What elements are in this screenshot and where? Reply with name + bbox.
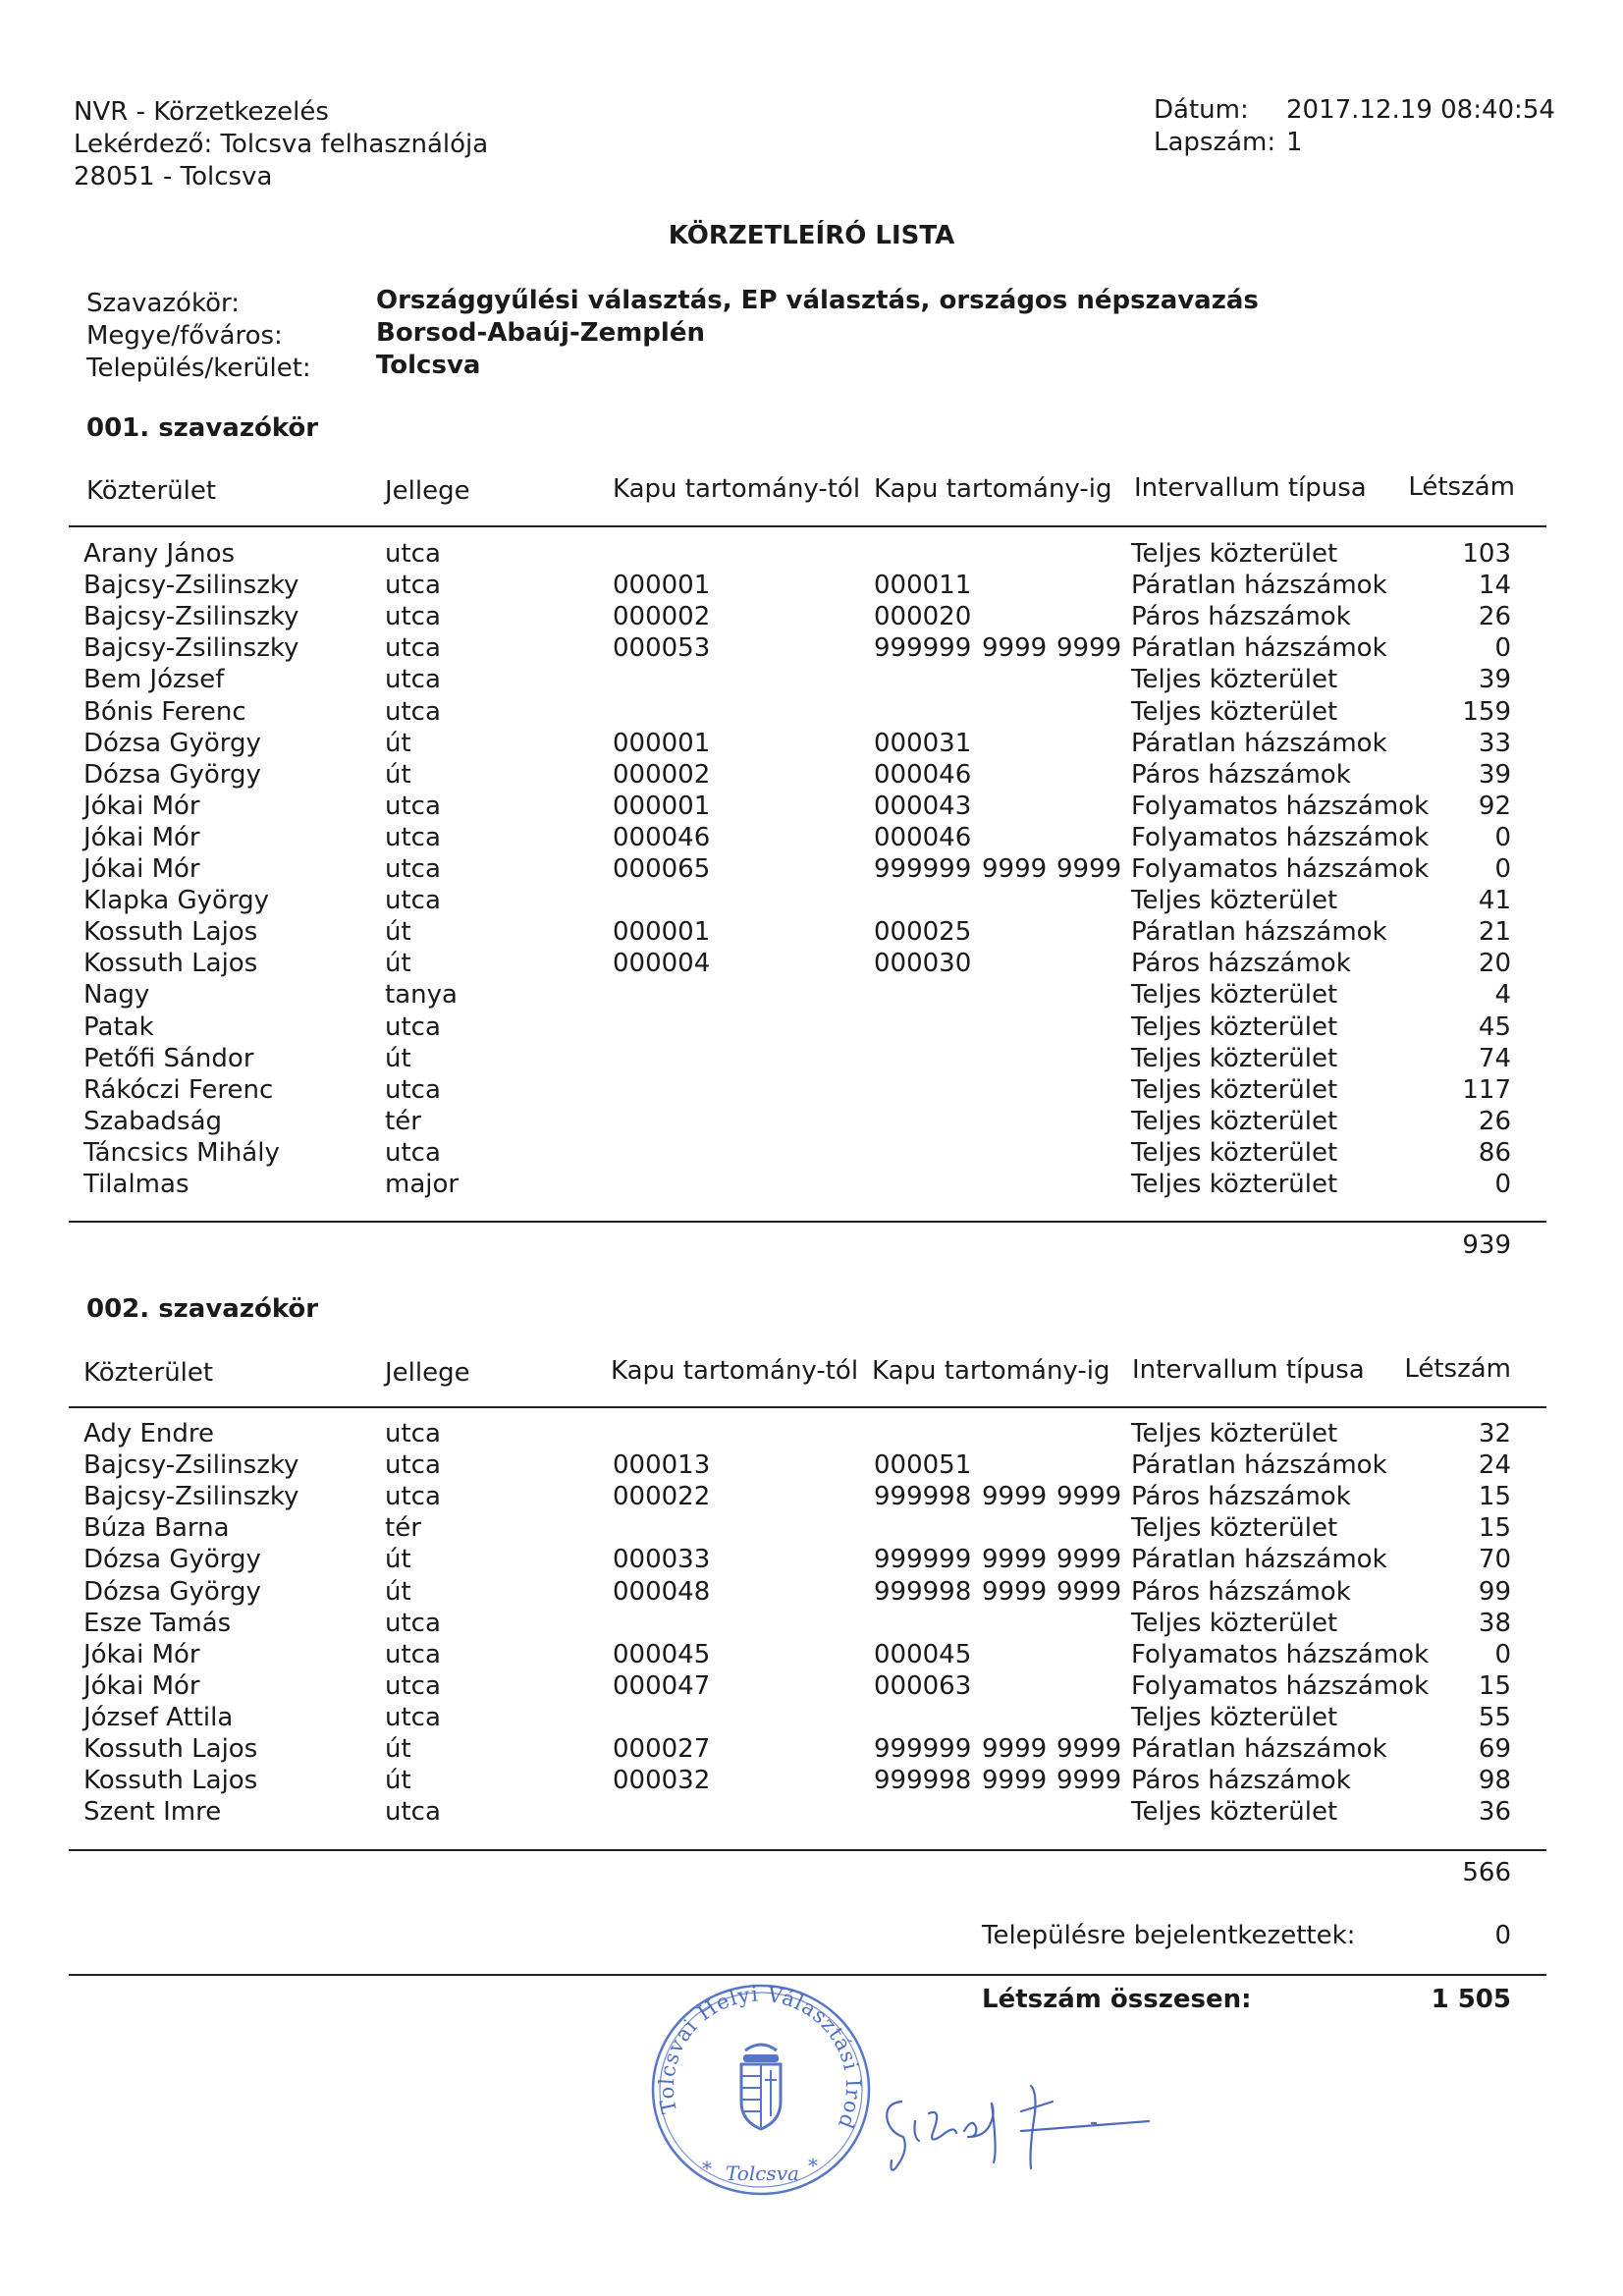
table-row: [0, 1169, 1623, 1200]
gate-to: 999999: [874, 633, 972, 664]
svg-text:*: *: [808, 2154, 818, 2177]
app-name: NVR - Körzetkezelés: [74, 97, 329, 127]
gate-to: 000046: [874, 822, 972, 852]
gate-to-extra-1: 9999: [982, 1482, 1048, 1512]
registered-value: 0: [1494, 1921, 1511, 1950]
gate-to-extra-1: 9999: [982, 854, 1048, 884]
interval-type: Teljes közterület: [1131, 1608, 1338, 1638]
street-kind: utca: [385, 602, 441, 632]
total-rule: [69, 1221, 1546, 1223]
gate-to: 000045: [874, 1639, 972, 1669]
gate-to: 000011: [874, 571, 972, 601]
gate-to: 000020: [874, 602, 972, 632]
headcount: 86: [1478, 1137, 1511, 1168]
gate-to: 000030: [874, 949, 972, 979]
headcount: 15: [1478, 1513, 1511, 1544]
headcount: 39: [1478, 759, 1511, 790]
district-total: 939: [1462, 1230, 1511, 1260]
interval-type: Páratlan házszámok: [1131, 1734, 1387, 1764]
gate-to-extra-2: 9999: [1056, 1766, 1122, 1796]
interval-type: Teljes közterület: [1131, 1106, 1338, 1136]
street-name: Kossuth Lajos: [83, 1734, 258, 1764]
street-name: Búza Barna: [83, 1513, 230, 1544]
gate-from: 000032: [613, 1766, 711, 1796]
table-row: [0, 948, 1623, 979]
headcount: 69: [1478, 1734, 1511, 1764]
street-name: Bajcsy-Zsilinszky: [83, 571, 299, 601]
table-row: [0, 885, 1623, 916]
headcount: 55: [1478, 1702, 1511, 1732]
col-street: Közterület: [83, 1358, 214, 1388]
district-title: 002. szavazókör: [86, 1294, 319, 1324]
table-row: [0, 1011, 1623, 1043]
headcount: 15: [1478, 1482, 1511, 1512]
interval-type: Teljes közterület: [1131, 1074, 1338, 1105]
gate-to: 999998: [874, 1766, 972, 1796]
gate-to: 999999: [874, 1545, 972, 1575]
interval-type: Páratlan házszámok: [1131, 917, 1387, 948]
street-kind: út: [385, 759, 411, 790]
gate-from: 000002: [613, 602, 711, 632]
street-name: Jókai Mór: [83, 854, 200, 884]
street-name: Bajcsy-Zsilinszky: [83, 633, 299, 664]
gate-from: 000001: [613, 917, 711, 948]
gate-from: 000002: [613, 759, 711, 790]
table-row: [0, 1418, 1623, 1449]
col-from: Kapu tartomány-tól: [613, 474, 861, 504]
interval-type: Páros házszámok: [1131, 949, 1351, 979]
street-kind: út: [385, 728, 411, 758]
headcount: 21: [1478, 917, 1511, 948]
headcount: 99: [1478, 1576, 1511, 1607]
table-row: [0, 1796, 1623, 1828]
interval-type: Teljes közterület: [1131, 1043, 1338, 1073]
gate-from: 000001: [613, 571, 711, 601]
svg-text:Tolcsvai Helyi Választási Irod: [643, 1974, 865, 2133]
meta-value-settlement: Tolcsva: [376, 351, 481, 380]
gate-from: 000033: [613, 1545, 711, 1575]
interval-type: Teljes közterület: [1131, 980, 1338, 1011]
official-stamp: [643, 1974, 879, 2205]
street-kind: utca: [385, 1639, 441, 1669]
gate-from: 000065: [613, 854, 711, 884]
gate-to-extra-2: 9999: [1056, 633, 1122, 664]
headcount: 15: [1478, 1670, 1511, 1701]
street-name: Bónis Ferenc: [83, 696, 246, 727]
street-name: Dózsa György: [83, 759, 261, 790]
gate-to-extra-1: 9999: [982, 1576, 1048, 1607]
street-name: Bajcsy-Zsilinszky: [83, 1450, 299, 1481]
headcount: 4: [1494, 980, 1511, 1011]
table-row: [0, 1481, 1623, 1512]
date-label: Dátum:: [1154, 95, 1249, 125]
street-kind: utca: [385, 822, 441, 852]
interval-type: Teljes közterület: [1131, 1137, 1338, 1168]
headcount: 26: [1478, 602, 1511, 632]
street-kind: utca: [385, 1011, 441, 1042]
interval-type: Folyamatos házszámok: [1131, 1670, 1430, 1701]
col-interval: Intervallum típusa: [1134, 473, 1367, 503]
table-row: [0, 1544, 1623, 1575]
street-kind: utca: [385, 1137, 441, 1168]
table-row: [0, 1576, 1623, 1608]
street-name: Jókai Mór: [83, 822, 200, 852]
table-row: [0, 1608, 1623, 1639]
document-title: KÖRZETLEÍRÓ LISTA: [668, 221, 955, 250]
meta-value-election: Országgyűlési választás, EP választás, országos népszavazás: [376, 286, 1259, 315]
col-kind: Jellege: [385, 1358, 470, 1388]
street-name: Kossuth Lajos: [83, 1766, 258, 1796]
district-title: 001. szavazókör: [86, 413, 319, 443]
street-kind: utca: [385, 665, 441, 695]
registered-label: Településre bejelentkezettek:: [982, 1921, 1356, 1950]
headcount: 92: [1478, 791, 1511, 821]
total-rule: [69, 1849, 1546, 1851]
headcount: 45: [1478, 1011, 1511, 1042]
street-kind: tér: [385, 1513, 421, 1544]
table-row: [0, 601, 1623, 632]
interval-type: Teljes közterület: [1131, 886, 1338, 916]
street-kind: utca: [385, 1074, 441, 1105]
interval-type: Folyamatos házszámok: [1131, 791, 1430, 821]
street-name: Dózsa György: [83, 1545, 261, 1575]
street-kind: tér: [385, 1106, 421, 1136]
gate-from: 000013: [613, 1450, 711, 1481]
gate-to: 000031: [874, 728, 972, 758]
headcount: 33: [1478, 728, 1511, 758]
street-kind: utca: [385, 1702, 441, 1732]
gate-to-extra-1: 9999: [982, 633, 1048, 664]
gate-from: 000047: [613, 1670, 711, 1701]
gate-to: 999999: [874, 1734, 972, 1764]
table-row: [0, 1043, 1623, 1074]
table-row: [0, 1512, 1623, 1544]
headcount: 20: [1478, 949, 1511, 979]
street-name: Jókai Mór: [83, 1670, 200, 1701]
table-row: [0, 1733, 1623, 1765]
headcount: 41: [1478, 886, 1511, 916]
svg-text:*: *: [702, 2157, 712, 2180]
headcount: 32: [1478, 1419, 1511, 1449]
gate-to-extra-1: 9999: [982, 1545, 1048, 1575]
headcount: 0: [1494, 1639, 1511, 1669]
gate-to-extra-2: 9999: [1056, 854, 1122, 884]
gate-from: 000001: [613, 791, 711, 821]
table-row: [0, 1702, 1623, 1733]
col-kind: Jellege: [385, 476, 470, 506]
gate-to-extra-2: 9999: [1056, 1734, 1122, 1764]
gate-from: 000001: [613, 728, 711, 758]
interval-type: Teljes közterület: [1131, 696, 1338, 727]
street-name: Dózsa György: [83, 1576, 261, 1607]
headcount: 98: [1478, 1766, 1511, 1796]
gate-to: 000063: [874, 1670, 972, 1701]
street-name: Kossuth Lajos: [83, 917, 258, 948]
table-row: [0, 759, 1623, 791]
gate-to-extra-1: 9999: [982, 1734, 1048, 1764]
street-name: Szabadság: [83, 1106, 223, 1136]
table-row: [0, 1137, 1623, 1169]
grand-total-label: Létszám összesen:: [982, 1985, 1252, 2014]
interval-type: Teljes közterület: [1131, 1702, 1338, 1732]
col-to: Kapu tartomány-ig: [874, 474, 1112, 504]
gate-to-extra-1: 9999: [982, 1766, 1048, 1796]
signature-graphic: [874, 2043, 1168, 2190]
street-name: Jókai Mór: [83, 791, 200, 821]
gate-to: 000046: [874, 759, 972, 790]
headcount: 38: [1478, 1608, 1511, 1638]
street-kind: út: [385, 1766, 411, 1796]
street-name: Bem József: [83, 665, 225, 695]
gate-to: 999998: [874, 1576, 972, 1607]
headcount: 39: [1478, 665, 1511, 695]
gate-from: 000004: [613, 949, 711, 979]
col-to: Kapu tartomány-ig: [872, 1356, 1110, 1386]
gate-to-extra-2: 9999: [1056, 1482, 1122, 1512]
headcount: 14: [1478, 571, 1511, 601]
col-count: Létszám: [1404, 1354, 1511, 1384]
headcount: 0: [1494, 1170, 1511, 1199]
street-kind: út: [385, 949, 411, 979]
interval-type: Páros házszámok: [1131, 1576, 1351, 1607]
table-row: [0, 728, 1623, 759]
gate-to: 000025: [874, 917, 972, 948]
meta-label-settlement: Település/kerület:: [86, 354, 311, 383]
interval-type: Teljes közterület: [1131, 1797, 1338, 1828]
page-label: Lapszám:: [1154, 128, 1276, 157]
interval-type: Páros házszámok: [1131, 759, 1351, 790]
date-value: 2017.12.19 08:40:54: [1286, 95, 1555, 125]
street-kind: tanya: [385, 980, 458, 1011]
interval-type: Páros házszámok: [1131, 1766, 1351, 1796]
interval-type: Páros házszámok: [1131, 602, 1351, 632]
street-kind: utca: [385, 696, 441, 727]
interval-type: Páratlan házszámok: [1131, 1450, 1387, 1481]
gate-to: 999998: [874, 1482, 972, 1512]
headcount: 0: [1494, 822, 1511, 852]
interval-type: Páros házszámok: [1131, 1482, 1351, 1512]
interval-type: Páratlan házszámok: [1131, 571, 1387, 601]
street-name: Táncsics Mihály: [83, 1137, 280, 1168]
headcount: 159: [1462, 696, 1511, 727]
interval-type: Páratlan házszámok: [1131, 633, 1387, 664]
street-kind: út: [385, 1734, 411, 1764]
interval-type: Teljes közterület: [1131, 1419, 1338, 1449]
street-name: Arany János: [83, 539, 236, 569]
street-name: Szent Imre: [83, 1797, 222, 1828]
street-name: Tilalmas: [83, 1170, 189, 1199]
stamp-bottom-text: Tolcsva: [726, 2161, 799, 2185]
headcount: 0: [1494, 633, 1511, 664]
interval-type: Teljes közterület: [1131, 665, 1338, 695]
headcount: 117: [1462, 1074, 1511, 1105]
street-kind: major: [385, 1170, 460, 1199]
street-name: Rákóczi Ferenc: [83, 1074, 274, 1105]
table-row: [0, 1106, 1623, 1137]
header-rule: [69, 525, 1546, 527]
page-value: 1: [1286, 128, 1303, 157]
headcount: 70: [1478, 1545, 1511, 1575]
street-kind: utca: [385, 1419, 441, 1449]
gate-from: 000045: [613, 1639, 711, 1669]
street-name: Jókai Mór: [83, 1639, 200, 1669]
street-name: Nagy: [83, 980, 150, 1011]
stamp-graphic: [643, 1974, 879, 2205]
meta-value-county: Borsod-Abaúj-Zemplén: [376, 318, 705, 348]
coat-of-arms-icon: [741, 2045, 781, 2129]
street-kind: út: [385, 917, 411, 948]
street-name: József Attila: [83, 1702, 234, 1732]
headcount: 0: [1494, 854, 1511, 884]
table-row: [0, 632, 1623, 664]
interval-type: Páratlan házszámok: [1131, 1545, 1387, 1575]
headcount: 74: [1478, 1043, 1511, 1073]
district-total: 566: [1462, 1858, 1511, 1887]
stamp-text: Tolcsvai Helyi Választási Irod: [654, 1982, 866, 2133]
table-row: [0, 1639, 1623, 1670]
gate-from: 000046: [613, 822, 711, 852]
street-kind: utca: [385, 1608, 441, 1638]
interval-type: Teljes közterület: [1131, 1011, 1338, 1042]
street-name: Bajcsy-Zsilinszky: [83, 1482, 299, 1512]
gate-to-extra-2: 9999: [1056, 1545, 1122, 1575]
gate-to-extra-2: 9999: [1056, 1576, 1122, 1607]
col-from: Kapu tartomány-tól: [611, 1356, 859, 1386]
table-row: [0, 1765, 1623, 1796]
col-count: Létszám: [1408, 472, 1515, 502]
street-kind: utca: [385, 1450, 441, 1481]
table-row: [0, 1074, 1623, 1106]
interval-type: Teljes közterület: [1131, 1170, 1338, 1199]
interval-type: Teljes közterület: [1131, 539, 1338, 569]
requester: Lekérdező: Tolcsva felhasználója: [74, 130, 489, 159]
signature: [874, 2043, 1168, 2190]
table-row: [0, 1449, 1623, 1481]
header-rule: [69, 1406, 1546, 1408]
street-kind: út: [385, 1576, 411, 1607]
interval-type: Folyamatos házszámok: [1131, 1639, 1430, 1669]
street-kind: utca: [385, 791, 441, 821]
street-name: Kossuth Lajos: [83, 949, 258, 979]
table-row: [0, 822, 1623, 853]
street-kind: utca: [385, 1670, 441, 1701]
grand-total-value: 1 505: [1431, 1985, 1511, 2014]
street-name: Patak: [83, 1011, 154, 1042]
street-name: Ady Endre: [83, 1419, 215, 1449]
interval-type: Folyamatos házszámok: [1131, 822, 1430, 852]
table-row: [0, 1670, 1623, 1702]
gate-from: 000048: [613, 1576, 711, 1607]
col-street: Közterület: [86, 476, 217, 506]
gate-from: 000022: [613, 1482, 711, 1512]
table-row: [0, 979, 1623, 1011]
table-row: [0, 696, 1623, 728]
gate-to: 999999: [874, 854, 972, 884]
street-kind: utca: [385, 571, 441, 601]
street-name: Klapka György: [83, 886, 270, 916]
headcount: 36: [1478, 1797, 1511, 1828]
headcount: 26: [1478, 1106, 1511, 1136]
table-row: [0, 664, 1623, 695]
table-row: [0, 538, 1623, 570]
interval-type: Teljes közterület: [1131, 1513, 1338, 1544]
gate-from: 000053: [613, 633, 711, 664]
table-row: [0, 570, 1623, 601]
street-kind: utca: [385, 1482, 441, 1512]
meta-label-county: Megye/főváros:: [86, 321, 283, 351]
gate-to: 000043: [874, 791, 972, 821]
street-name: Dózsa György: [83, 728, 261, 758]
headcount: 103: [1462, 539, 1511, 569]
street-kind: utca: [385, 1797, 441, 1828]
table-row: [0, 853, 1623, 885]
headcount: 24: [1478, 1450, 1511, 1481]
street-kind: út: [385, 1043, 411, 1073]
interval-type: Páratlan házszámok: [1131, 728, 1387, 758]
street-kind: utca: [385, 539, 441, 569]
table-row: [0, 791, 1623, 822]
interval-type: Folyamatos házszámok: [1131, 854, 1430, 884]
street-kind: út: [385, 1545, 411, 1575]
gate-from: 000027: [613, 1734, 711, 1764]
street-name: Petőfi Sándor: [83, 1043, 254, 1073]
col-interval: Intervallum típusa: [1132, 1355, 1365, 1385]
gate-to: 000051: [874, 1450, 972, 1481]
meta-label-election: Szavazókör:: [86, 289, 240, 318]
street-name: Esze Tamás: [83, 1608, 232, 1638]
street-kind: utca: [385, 854, 441, 884]
street-kind: utca: [385, 886, 441, 916]
street-kind: utca: [385, 633, 441, 664]
location-code: 28051 - Tolcsva: [74, 162, 273, 191]
table-row: [0, 916, 1623, 948]
street-name: Bajcsy-Zsilinszky: [83, 602, 299, 632]
